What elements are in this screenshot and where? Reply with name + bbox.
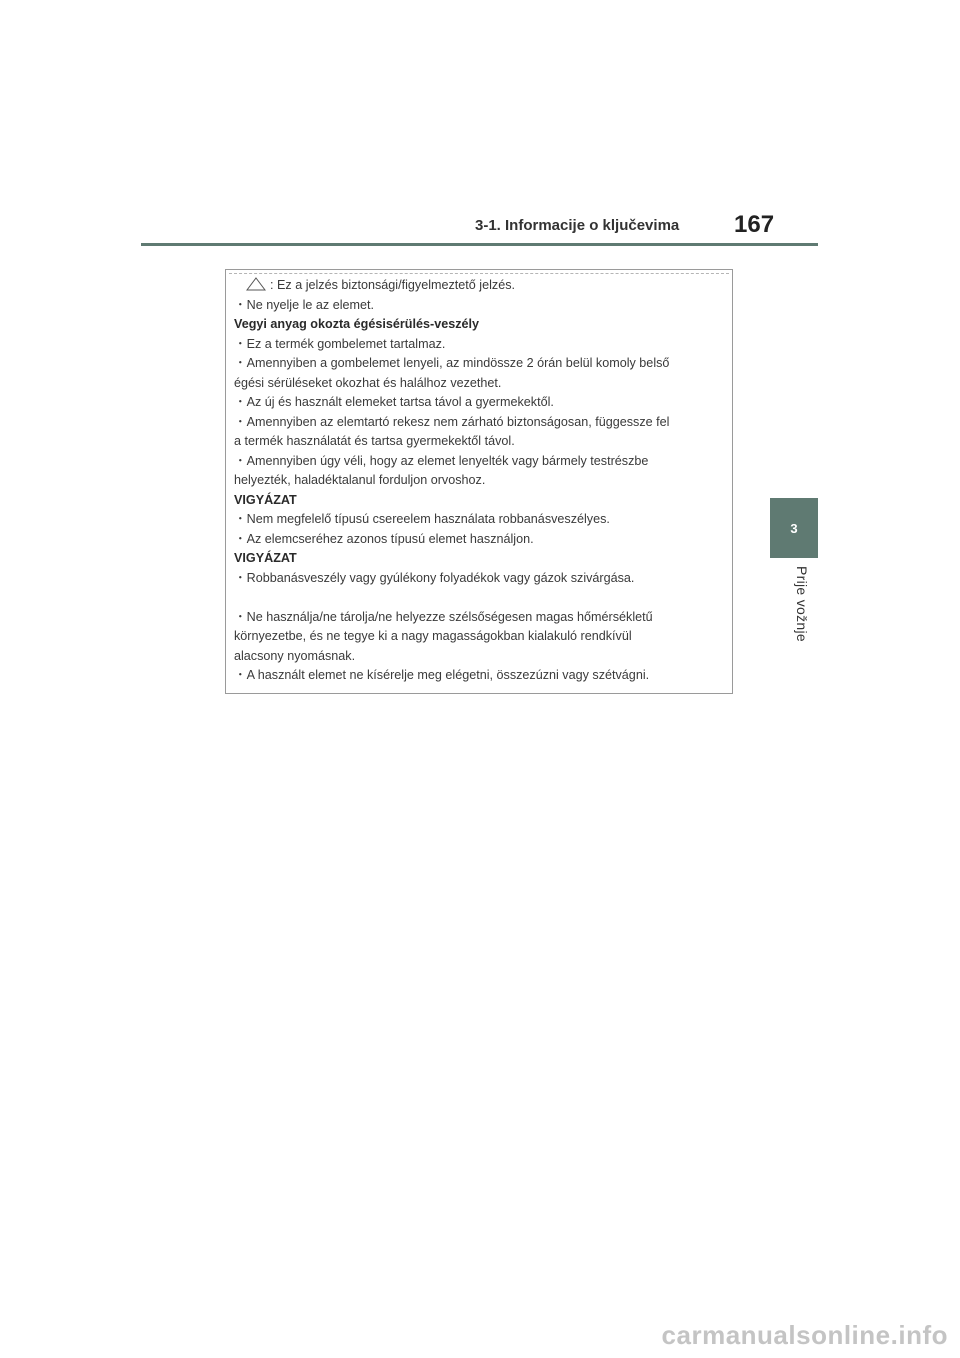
notice-line: a termék használatát és tartsa gyermekektől távol. [234,434,515,448]
notice-line: ・A használt elemet ne kísérelje meg elégetni, összezúzni vagy szétvágni. [234,668,650,682]
safety-notice-box [225,269,733,694]
notice-heading: VIGYÁZAT [234,492,297,507]
warning-triangle-icon [246,277,266,291]
notice-line: ・Az elemcseréhez azonos típusú elemet használjon. [234,531,534,546]
notice-content [234,276,720,686]
notice-line: ・Az új és használt elemeket tartsa távol a gyermekektől. [234,395,554,409]
notice-line: ・Amennyiben a gombelemet lenyeli, az mindössze 2 órán belül komoly belső [234,356,670,370]
notice-line: ・Ez a termék gombelemet tartalmaz. [234,336,446,351]
notice-line: ・Nem megfelelő típusú csereelem használata robbanásveszélyes. [234,512,610,526]
notice-heading: Vegyi anyag okozta égésisérülés-veszély [234,317,480,331]
chapter-number: 3 [790,520,798,536]
chapter-label: Prije vožnje [794,566,810,642]
notice-line: helyezték, haladéktalanul forduljon orvoshoz. [234,473,486,487]
notice-line: alacsony nyomásnak. [234,648,356,663]
notice-line: égési sérüléseket okozhat és halálhoz vezethet. [234,375,502,390]
header-divider [141,243,818,246]
notice-line: ・Amennyiben úgy véli, hogy az elemet lenyelték vagy bármely testrészbe [234,453,649,468]
page-number: 167 [734,211,775,238]
notice-line-text: : Ez a jelzés biztonsági/figyelmeztető jelzés. [270,278,515,292]
chapter-tab[interactable] [770,498,818,558]
blank-line [234,588,720,608]
notice-line: ・Ne használja/ne tárolja/ne helyezze szélsőségesen magas hőmérsékletű [234,609,653,624]
notice-line: ・Ne nyelje le az elemet. [234,297,374,312]
notice-line: ・Amennyiben az elemtartó rekesz nem zárható biztonságosan, függessze fel [234,414,670,429]
footer-watermark: carmanualsonline.info [661,1320,948,1350]
notice-line: környezetbe, és ne tegye ki a nagy magasságokban kialakuló rendkívül [234,629,632,643]
notice-line [234,276,720,296]
notice-line: ・Robbanásveszély vagy gyúlékony folyadékok vagy gázok szivárgása. [234,570,635,585]
section-title: 3-1. Informacije o ključevima [475,217,680,234]
notice-heading: VIGYÁZAT [234,551,297,565]
